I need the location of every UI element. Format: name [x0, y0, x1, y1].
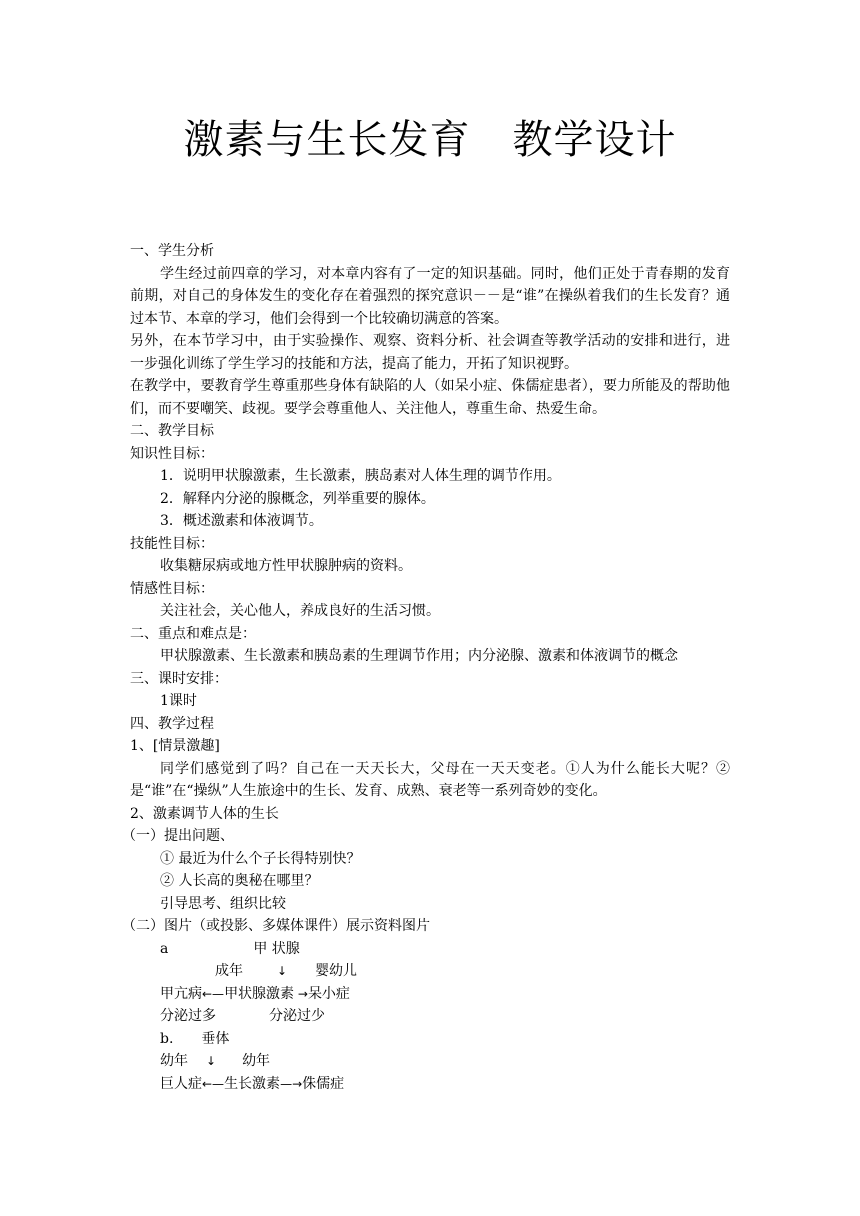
left-arrow-icon: ←—: [202, 1076, 225, 1091]
paragraph: 学生经过前四章的学习，对本章内容有了一定的知识基础。同时，他们正处于青春期的发育前期，对自己的身体发生的变化存在着强烈的探究意识－－是“谁”在操纵着我们的生长发育？通过本节、本章的学习，他们会得到一个比较确切满意的答案。: [130, 265, 730, 327]
age-label: 婴幼儿: [315, 963, 358, 979]
list-item: 引导思考、组织比较: [160, 895, 286, 912]
diagram-label-a: a: [160, 940, 169, 957]
sub-step: （一）提出问题、: [122, 828, 234, 844]
disease-label: 巨人症: [160, 1075, 202, 1092]
subheading: 知识性目标：: [130, 445, 214, 462]
section-heading: 四、教学过程: [130, 715, 214, 732]
paragraph: 同学们感觉到了吗？自己在一天天长大，父母在一天天变老。①人为什么能长大呢？②是“谁”在“操纵”人生旅途中的生长、发育、成熟、衰老等一系列奇妙的变化。: [130, 760, 730, 799]
title-part-b: 教学设计: [512, 117, 677, 163]
document-title: [0, 112, 860, 168]
right-arrow-icon: →: [294, 986, 308, 1001]
title-part-a: 激素与生长发育: [183, 117, 471, 163]
age-label: 幼年: [242, 1053, 271, 1069]
step-heading: 2、激素调节人体的生长: [130, 805, 279, 822]
list-item: 3．概述激素和体液调节。: [160, 513, 323, 529]
age-label: 成年: [215, 963, 243, 979]
section-heading: 一、学生分析: [130, 243, 214, 259]
gland-label: 垂体: [201, 1030, 230, 1047]
left-arrow-icon: ←—: [202, 986, 225, 1001]
sub-step: （二）图片（或投影、多媒体课件）展示资料图片: [122, 918, 430, 934]
down-arrow-icon: ↓: [277, 964, 288, 978]
secretion-label: 分泌过多: [160, 1008, 216, 1024]
section-heading: 三、课时安排：: [130, 670, 228, 687]
diagram-row: [130, 983, 730, 1006]
section-heading: 二、教学目标: [130, 423, 214, 439]
diagram-row: [130, 1028, 730, 1051]
list-item: 1．说明甲状腺激素，生长激素，胰岛素对人体生理的调节作用。: [160, 468, 561, 484]
down-arrow-icon: ↓: [206, 1054, 217, 1068]
question: ② 人长高的奥秘在哪里？: [160, 873, 319, 889]
section-heading: 二、重点和难点是：: [130, 625, 256, 642]
step-heading: 1、[情景激趣]: [130, 738, 220, 754]
disease-label: 侏儒症: [302, 1075, 345, 1092]
secretion-label: 分泌过少: [269, 1008, 325, 1024]
subheading: 情感性目标：: [130, 580, 214, 597]
hormone-label: 生长激素: [224, 1075, 281, 1092]
subheading: 技能性目标：: [130, 535, 214, 552]
list-item: 2．解释内分泌的腺概念，列举重要的腺体。: [160, 490, 435, 507]
list-item: 1课时: [160, 693, 197, 709]
paragraph: 另外，在本节学习中，由于实验操作、观察、资料分析、社会调查等教学活动的安排和进行，进一步强化训练了学生学习的技能和方法，提高了能力，开拓了知识视野。: [130, 333, 730, 372]
diagram-label-b: b.: [160, 1030, 174, 1047]
question: ① 最近为什么个子长得特别快？: [160, 850, 361, 867]
list-item: 甲状腺激素、生长激素和胰岛素的生理调节作用；内分泌腺、激素和体液调节的概念: [160, 648, 678, 664]
paragraph: 在教学中，要教育学生尊重那些身体有缺陷的人（如呆小症、侏儒症患者），要力所能及的帮助他们，而不要嘲笑、歧视。要学会尊重他人、关注他人，尊重生命、热爱生命。: [130, 378, 730, 417]
right-arrow-icon: —→: [280, 1076, 303, 1091]
diagram-row: [130, 1050, 730, 1073]
list-item: 收集糖尿病或地方性甲状腺肿病的资料。: [160, 558, 412, 574]
diagram-row: [130, 1073, 730, 1096]
document-body: [122, 240, 730, 1095]
hormone-label: 甲状腺激素: [224, 985, 295, 1002]
disease-label: 呆小症: [307, 985, 350, 1002]
diagram-row: [130, 1005, 730, 1028]
diagram-row: [130, 960, 730, 983]
diagram-row: [130, 938, 730, 961]
age-label: 幼年: [160, 1053, 188, 1069]
gland-label: 甲 状腺: [253, 940, 300, 957]
list-item: 关注社会，关心他人，养成良好的生活习惯。: [160, 603, 440, 619]
disease-label: 甲亢病: [160, 985, 202, 1002]
